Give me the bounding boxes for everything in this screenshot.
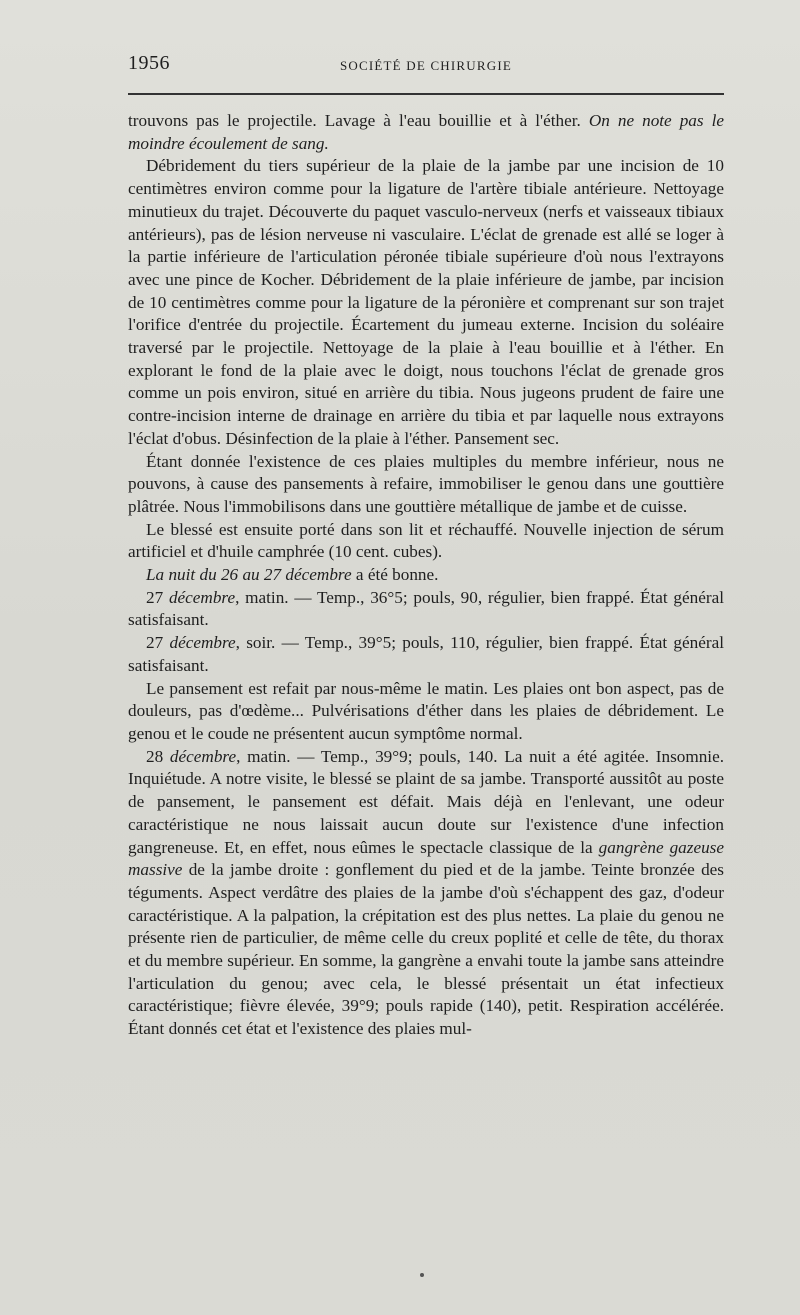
text-run: , matin. — Temp., 36°5; pouls, 90, régulier, bien frappé. État général satisfaisant. [128,587,724,630]
ink-speck [420,1273,424,1277]
text-run: a été bonne. [351,565,439,585]
text-run: Étant donnée l'existence de ces plaies multiples du membre inférieur, nous ne pouvons, à cause des pansements à refaire, immobiliser le genou dans une gouttière plâtrée. Nous l'immobilisons dans une gouttière métallique de jambe et de cuisse. [128,451,724,516]
italic-run: On ne note pas le moindre écoulement de sang. [128,111,724,153]
italic-run: décembre [168,587,236,607]
italic-run: décembre [169,633,236,653]
paragraph [128,678,724,746]
text-run: , soir. — Temp., 39°5; pouls, 110, régulier, bien frappé. État général satisfaisant. [128,633,724,675]
text-run: , matin. — Temp., 39°9; pouls, 140. La nuit a été agitée. Insomnie. Inquiétude. A notre visite, le blessé se plaint de sa jambe. Transporté aussitôt au poste de pansement, le pansement est défait. Mais déjà en l'enlevant, une odeur caractéristique ne nous laissait aucun doute sur l'existence d'une infection gangreneuse. Et, en effet, nous eûmes le spectacle classique de la [128,746,725,857]
italic-run: décembre [169,746,237,766]
paragraph [128,451,724,519]
italic-run: La nuit du 26 au 27 décembre [146,565,352,585]
text-run: 27 [146,633,170,653]
paragraph [128,564,724,587]
running-header [128,52,724,82]
italic-run: gangrène gazeuse massive [128,837,724,880]
paragraph [128,746,724,1041]
text-run: 28 [146,746,170,766]
paragraph [128,110,724,155]
page-number: 1956 [128,52,170,74]
text-run: Le blessé est ensuite porté dans son lit et réchauffé. Nouvelle injection de sérum artificiel et d'huile camphrée (10 cent. cubes). [128,519,724,562]
text-run: trouvons pas le projectile. Lavage à l'eau bouillie et à l'éther. [128,111,589,130]
paragraph [128,587,724,632]
text-run: Le pansement est refait par nous-même le matin. Les plaies ont bon aspect, pas de douleurs, pas d'œdème... Pulvérisations d'éther dans les plaies de débridement. Le genou et le coude ne présentent aucun symptôme normal. [128,678,724,743]
paragraph [128,155,724,450]
header-rule [128,93,724,95]
text-run: Débridement du tiers supérieur de la plaie de la jambe par une incision de 10 centimètres environ comme pour la ligature de l'artère tibiale antérieure. Nettoyage minutieux du trajet. Découverte du paquet vasculo-nerveux (nerfs et vaisseaux tibiaux antérieurs), pas de lésion nerveuse ni vasculaire. L'éclat de grenade est allé se loger à la partie inférieure de l'articulation péronée tibiale supérieure d'où nous l'extrayons avec une pince de Kocher. Débridement de la plaie inférieure de jambe, par incision de 10 centimètres comme pour la ligature de la péronière et comprenant sur son trajet l'orifice d'entrée du projectile. Écartement du jumeau externe. Incision du soléaire traversé par le projectile. Nettoyage de la plaie à l'eau bouillie et à l'éther. En explorant le fond de la plaie avec le doigt, nous touchons l'éclat de grenade gros comme un pois environ, situé en arrière du tibia. Nous jugeons prudent de faire une contre-incision interne de drainage en arrière du tibia et par laquelle nous extrayons l'éclat d'obus. Désinfection de la plaie à l'éther. Pansement sec. [128,156,724,448]
text-run: de la jambe droite : gonflement du pied et de la jambe. Teinte bronzée des téguments. Aspect verdâtre des plaies de la jambe d'où s'échappent des gaz, d'odeur caractéristique. A la palpation, la crépitation est des plus nettes. La plaie du genou ne présente rien de particulier, de même celle du creux poplité et celle de tête, du thorax et du membre supérieur. En somme, la gangrène a envahi toute la jambe sans atteindre l'articulation du genou; avec cela, le blessé présentait un état infectieux caractéristique; fièvre élevée, 39°9; pouls rapide (140), petit. Respiration accélérée. Étant donnés cet état et l'existence des plaies mul- [128,860,724,1039]
text-run: 27 [146,587,169,607]
paragraph [128,632,724,677]
paragraph [128,519,724,564]
running-title: SOCIÉTÉ DE CHIRURGIE [339,58,513,73]
body-text [128,110,724,1041]
